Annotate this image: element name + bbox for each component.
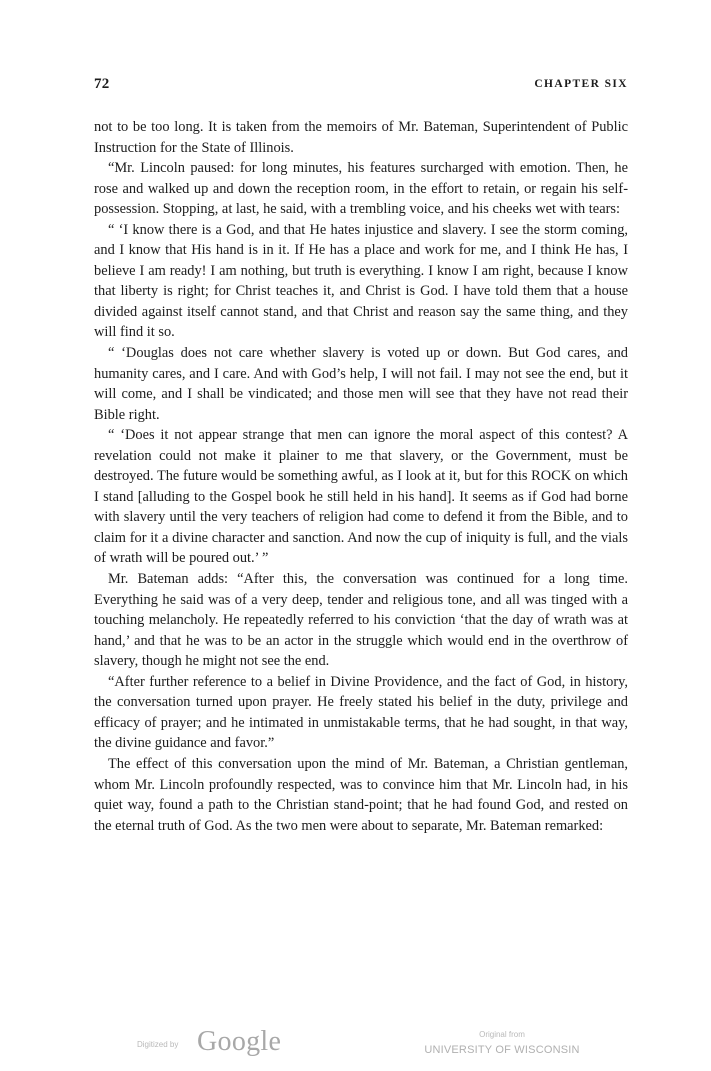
paragraph: Mr. Bateman adds: “After this, the conversation was continued for a long time. Everything he said was of a very deep, tender and religious tone, and all was tinged with a touching melancholy. He repeatedly referred to his conviction ‘that the day of wrath was at hand,’ and that he was to be an actor in the struggle which would end in the overthrow of slavery, though he might not see the end. (94, 571, 628, 670)
paragraph: not to be too long. It is taken from the memoirs of Mr. Bateman, Superintendent of Public Instruction for the State of Illinois. (94, 119, 628, 156)
body-text (94, 117, 628, 836)
institution-label: UNIVERSITY OF WISCONSIN (424, 1044, 580, 1056)
page-header (94, 76, 628, 96)
paragraph: “ ‘I know there is a God, and that He hates injustice and slavery. I see the storm coming, and I know that His hand is in it. If He has a place and work for me, and I think He has, I believe I am ready! I am nothing, but truth is everything. I know I am right, because I know that liberty is right; for Christ teaches it, and Christ is God. I have told them that a house divided against itself cannot stand, and that Christ and reason say the same thing, and they will find it so. (94, 221, 628, 341)
original-from-label: Original from (479, 1030, 525, 1039)
paragraph: The effect of this conversation upon the mind of Mr. Bateman, a Christian gentleman, whom Mr. Lincoln profoundly respected, was to convince him that Mr. Lincoln had, in his quiet way, found a path to the Christian stand-point; that he had found God, and rested on the eternal truth of God. As the two men were about to separate, Mr. Bateman remarked: (94, 755, 628, 834)
paragraph: “After further reference to a belief in Divine Providence, and the fact of God, in history, the conversation turned upon prayer. He freely stated his belief in the duty, privilege and efficacy of prayer; and he intimated in unmistakable terms, that he had sought, in that way, the divine guidance and favor.” (94, 673, 628, 752)
paragraph: “ ‘Douglas does not care whether slavery is voted up or down. But God cares, and humanity cares, and I care. And with God’s help, I will not fail. I may not see the end, but it will come, and I shall be vindicated; and those men will see that they have not read their Bible right. (94, 345, 628, 423)
page-number: 72 (94, 76, 110, 92)
paragraph: “Mr. Lincoln paused: for long minutes, his features surcharged with emotion. Then, he rose and walked up and down the reception room, in the effort to retain, or regain his self-possession. Stopping, at last, he said, with a trembling voice, and his cheeks wet with tears: (94, 160, 628, 218)
digitized-by-label: Digitized by (137, 1040, 179, 1049)
digitization-footer (0, 1026, 711, 1066)
running-head: CHAPTER SIX (534, 78, 628, 90)
paragraph: “ ‘Does it not appear strange that men can ignore the moral aspect of this contest? A revelation could not make it plainer to me that slavery, or the Government, must be destroyed. The future would be something awful, as I look at it, but for this ROCK on which I stand [alluding to the Gospel book he still held in his hand]. It seems as if God had borne with slavery until the very teachers of religion had come to defend it from the Bible, and to claim for it a divine character and sanction. And now the cup of iniquity is full, and the vials of wrath will be poured out.’ ” (94, 427, 628, 567)
google-logo: Google (197, 1026, 282, 1057)
